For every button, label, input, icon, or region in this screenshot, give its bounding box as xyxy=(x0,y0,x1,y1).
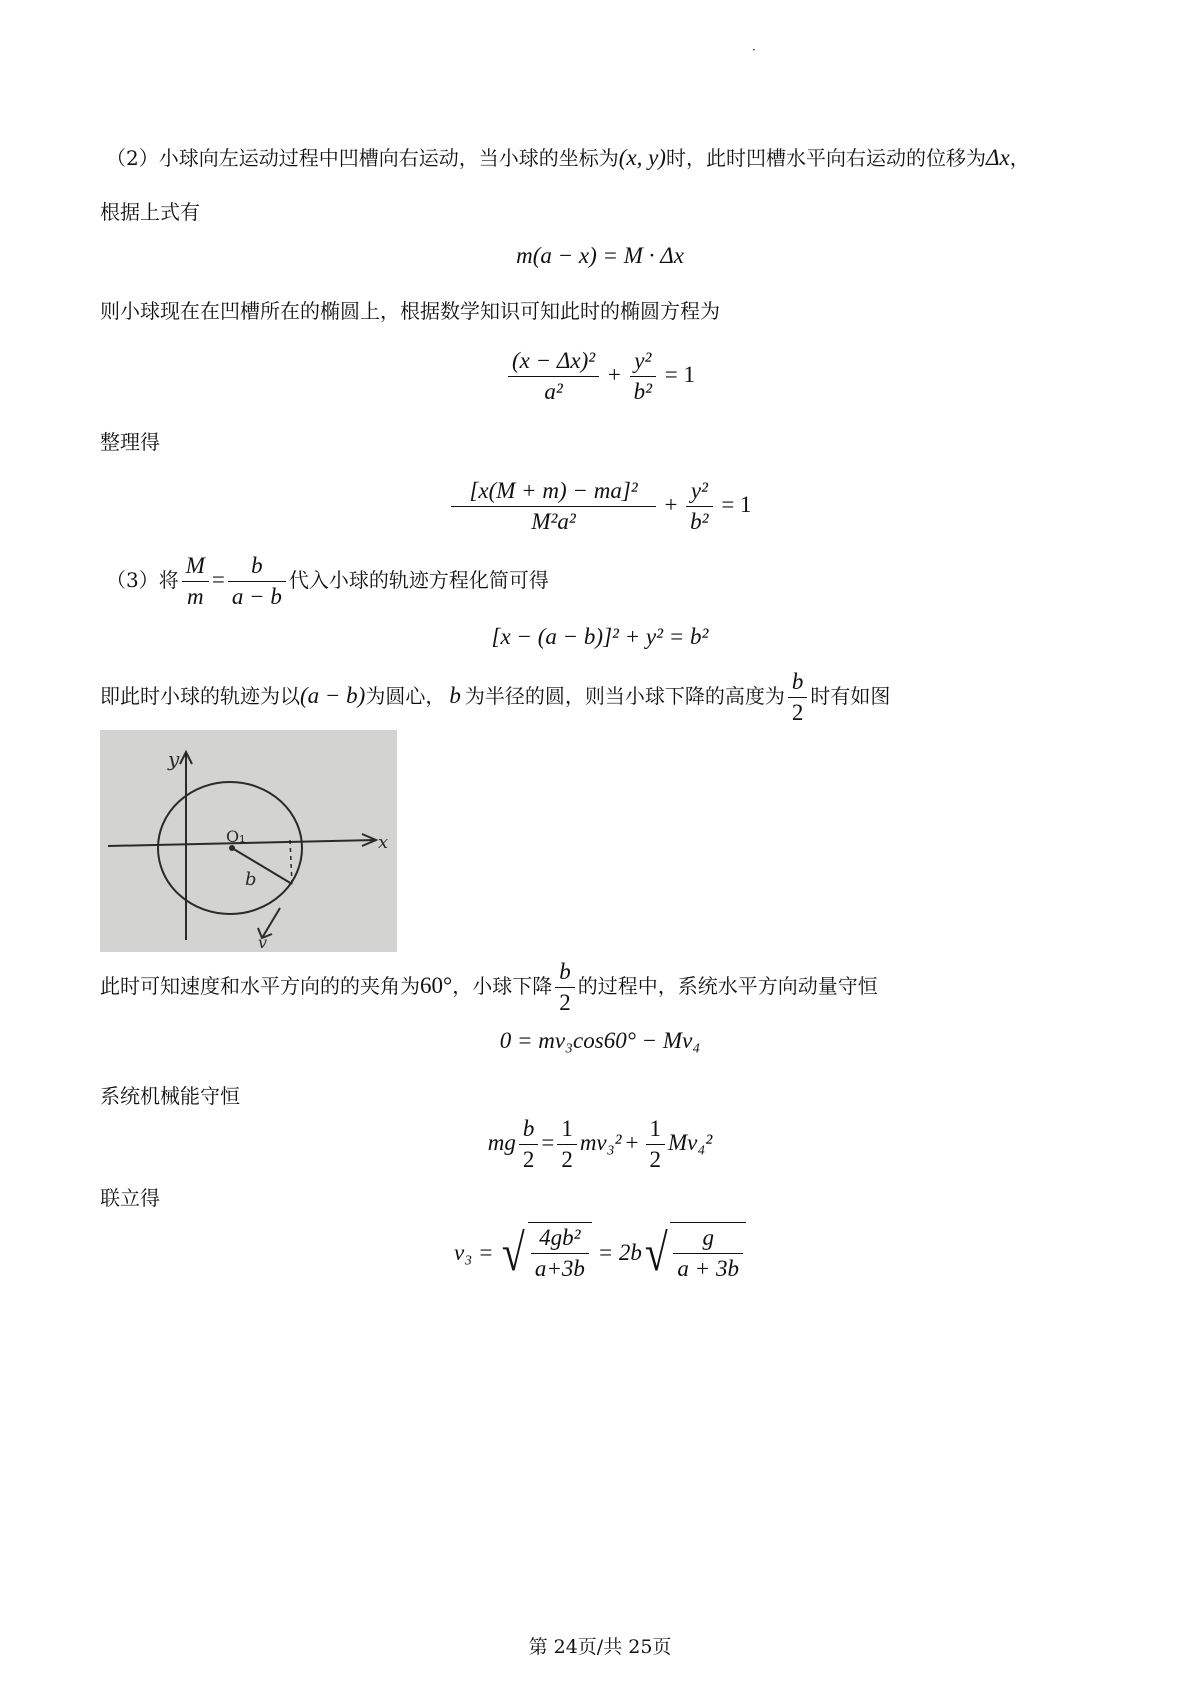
eq-lhs: v₃ = xyxy=(454,1240,494,1265)
equals-sign: = xyxy=(211,567,225,592)
fraction xyxy=(673,1223,743,1284)
equation-result xyxy=(0,1222,1200,1284)
numerator: g xyxy=(673,1223,743,1254)
label-y: y xyxy=(168,747,180,771)
numerator: b xyxy=(555,957,575,988)
denominator: a − b xyxy=(231,584,282,610)
denominator: 2 xyxy=(559,990,571,1016)
denominator: M²a² xyxy=(531,509,576,534)
denominator: 2 xyxy=(791,700,804,726)
paragraph-energy: 系统机械能守恒 xyxy=(100,1084,240,1108)
equation-energy xyxy=(0,1114,1200,1175)
angle-value: 60° xyxy=(420,973,453,998)
denominator: a² xyxy=(544,379,563,404)
label-velocity: v xyxy=(258,933,268,952)
coordinate: (x, y) xyxy=(618,145,666,170)
fraction xyxy=(646,1114,666,1175)
denominator: 2 xyxy=(561,1147,573,1172)
fraction xyxy=(557,1114,577,1175)
text: ，小球下降 xyxy=(452,974,553,998)
radius-variable: b xyxy=(449,683,461,708)
denominator: m xyxy=(187,584,204,610)
text: 即此时小球的轨迹为以 xyxy=(100,684,300,708)
displacement: Δx xyxy=(985,145,1010,170)
denominator: 2 xyxy=(522,1147,535,1172)
paragraph-intro: 根据上式有 xyxy=(100,200,200,224)
numerator: b xyxy=(519,1114,539,1145)
plus-sign: + xyxy=(664,491,678,517)
corner-mark: · xyxy=(752,43,756,57)
numerator: y² xyxy=(686,476,712,507)
square-root: √ $\frac{g}{a + 3b}$ xyxy=(642,1222,746,1284)
numerator: b xyxy=(788,667,808,698)
fraction xyxy=(686,476,712,537)
paragraph-combine: 联立得 xyxy=(100,1186,160,1210)
eq-rhs: = 1 xyxy=(721,491,752,517)
text: 时，此时凹槽水平向右运动的位移为 xyxy=(665,146,986,170)
denominator: a+3b xyxy=(534,1256,585,1281)
equation-momentum: 0 = mv₃cos60° − Mv₄ xyxy=(499,1028,701,1053)
numerator: 1 xyxy=(646,1114,666,1145)
eq-term: mv₃² xyxy=(579,1129,622,1155)
text: 代入小球的轨迹方程化简可得 xyxy=(288,568,549,592)
equation-ellipse-simplified xyxy=(0,476,1200,537)
text: 为半径的圆，则当小球下降的高度为 xyxy=(464,684,785,708)
fraction xyxy=(519,1114,539,1175)
fraction xyxy=(451,476,655,537)
denominator: b² xyxy=(633,379,653,404)
eq-rhs: = 1 xyxy=(664,361,696,387)
numerator: b xyxy=(228,551,286,582)
eq-lhs: m(a − x) xyxy=(516,243,597,268)
fraction xyxy=(630,346,656,407)
text: （2）小球向左运动过程中凹槽向右运动，当小球的坐标为 xyxy=(106,146,619,170)
denominator: a + 3b xyxy=(677,1256,739,1281)
denominator: 2 xyxy=(649,1147,662,1172)
fraction xyxy=(788,667,808,728)
fraction xyxy=(228,551,286,612)
hand-drawn-figure xyxy=(100,730,397,952)
circle-diagram xyxy=(100,730,397,952)
paragraph-simplify: 整理得 xyxy=(100,430,160,454)
text: （3）将 xyxy=(106,568,179,592)
plus-sign: + xyxy=(625,1129,639,1155)
fraction xyxy=(508,346,599,407)
label-x: x xyxy=(378,832,389,853)
numerator: [x(M + m) − ma]² xyxy=(451,476,655,507)
paragraph-angle xyxy=(100,954,878,1018)
equation-circle: [x − (a − b)]² + y² = b² xyxy=(491,624,709,649)
paragraph-part2 xyxy=(106,144,1030,172)
eq-term: Mv₄² xyxy=(668,1129,713,1155)
denominator: b² xyxy=(690,509,709,534)
eq-rhs: = M · Δx xyxy=(602,243,684,268)
paragraph-ellipse: 则小球现在在凹槽所在的椭圆上，根据数学知识可知此时的椭圆方程为 xyxy=(100,299,720,323)
text: 此时可知速度和水平方向的的夹角为 xyxy=(100,974,420,998)
equation-momentum-ratio xyxy=(0,243,1200,269)
square-root: √ $\frac{\text{4gb²}}{a+3b}$ xyxy=(499,1222,592,1284)
dashed-line xyxy=(290,840,292,884)
label-center: O₁ xyxy=(226,827,246,846)
text: ， xyxy=(1009,146,1030,170)
numerator: M xyxy=(182,551,209,582)
page-footer: 第 24页/共 25页 xyxy=(528,1636,672,1658)
eq-prefix: mg xyxy=(487,1129,516,1155)
radius-line xyxy=(232,848,292,884)
fraction xyxy=(555,957,575,1018)
numerator: y² xyxy=(630,346,656,377)
text: 的过程中，系统水平方向动量守恒 xyxy=(577,974,878,998)
fraction xyxy=(182,551,209,612)
text: 为圆心， xyxy=(365,684,446,708)
eq-mid: = 2b xyxy=(597,1240,642,1265)
fraction xyxy=(531,1223,589,1284)
numerator: 1 xyxy=(557,1114,577,1145)
paragraph-circle xyxy=(100,664,890,728)
numerator: (x − Δx)² xyxy=(508,346,599,377)
plus-sign: + xyxy=(607,361,621,387)
paragraph-part3 xyxy=(106,548,549,612)
equals-sign: = xyxy=(541,1129,555,1155)
equation-ellipse xyxy=(0,346,1200,407)
numerator: 4gb² xyxy=(531,1223,589,1254)
circle-center: (a − b) xyxy=(300,683,366,708)
label-radius: b xyxy=(245,869,257,890)
text: 时有如图 xyxy=(810,684,891,708)
